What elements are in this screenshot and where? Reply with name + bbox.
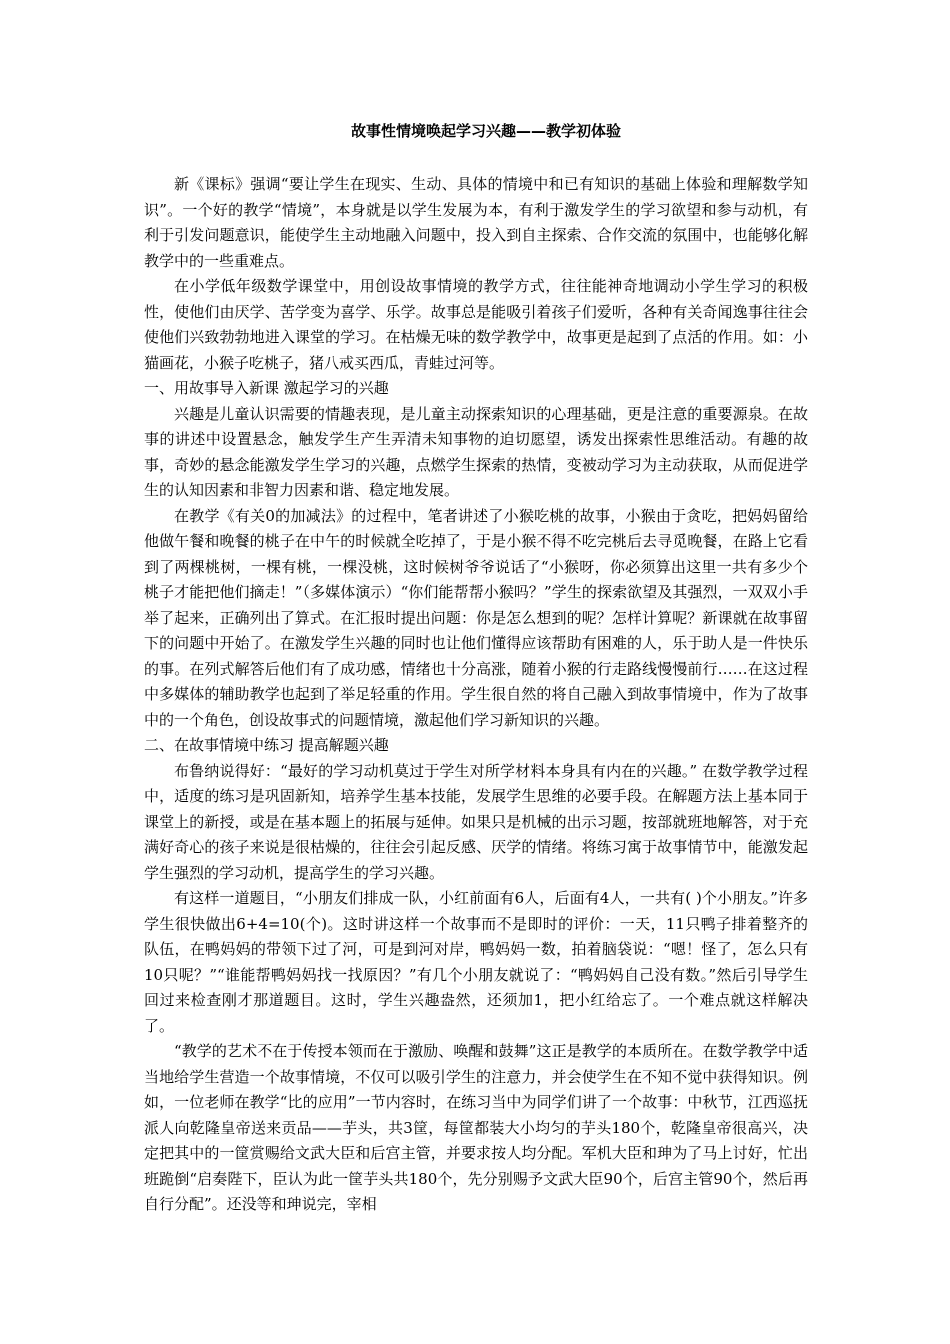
section-heading-1: 一、用故事导入新课 激起学习的兴趣 — [144, 379, 389, 397]
paragraph-intro: 新《课标》强调“要让学生在现实、生动、具体的情境中和已有知识的基础上体验和理解数学知识”。一个好的教学“情境”，本身就是以学生发展为本，有利于激发学生的学习欲望和参与动机，有利于引发问题意识，能使学生主动地融入问题中，投入到自主探索、合作交流的氛围中，也能够化解教学中的一些重难点。 — [144, 175, 808, 270]
document-title: 故事性情境唤起学习兴趣——教学初体验 — [350, 122, 621, 140]
paragraph-bruner: 布鲁纳说得好：“最好的学习动机莫过于学生对所学材料本身具有内在的兴趣。” 在数学教学过程中，适度的练习是巩固新知，培养学生基本技能，发展学生思维的必要手段。在解题方法上基本同于课堂上的新授，或是在基本题上的拓展与延伸。如果只是机械的出示习题，按部就班地解答，对于充满好奇心的孩子来说是很枯燥的，往往会引起反感、厌学的情绪。将练习寓于故事情节中，能激发起学生强烈的学习动机，提高学生的学习兴趣。 — [144, 761, 808, 882]
paragraph-duck-story: 有这样一道题目，“小朋友们排成一队，小红前面有6人，后面有4人，一共有( )个小朋友。”许多学生很快做出6+4=10(个)。这时讲这样一个故事而不是即时的评价：一天，11只鸭子排着整齐的队伍，在鸭妈妈的带领下过了河，可是到河对岸，鸭妈妈一数，拍着脑袋说：“嗯！怪了，怎么只有10只呢？”“谁能帮鸭妈妈找一找原因？”有几个小朋友就说了：“鸭妈妈自己没有数。”然后引导学生回过来检查刚才那道题目。这时，学生兴趣盎然，还须加1，把小红给忘了。一个难点就这样解决了。 — [144, 889, 808, 1035]
paragraph-interest: 兴趣是儿童认识需要的情趣表现，是儿童主动探索知识的心理基础，更是注意的重要源泉。在故事的讲述中设置悬念，触发学生产生弄清未知事物的迫切愿望，诱发出探索性思维活动。有趣的故事，奇妙的悬念能激发学生学习的兴趣，点燃学生探索的热情，变被动学习为主动获取，从而促进学生的认知因素和非智力因素和谐、稳定地发展。 — [144, 404, 808, 499]
paragraph-story-method: 在小学低年级数学课堂中，用创设故事情境的教学方式，往往能神奇地调动小学生学习的积极性，使他们由厌学、苦学变为喜学、乐学。故事总是能吸引着孩子们爱听，各种有关奇闻逸事往往会使他们兴致勃勃地进入课堂的学习。在枯燥无味的数学教学中，故事更是起到了点活的作用。如：小猫画花，小猴子吃桃子，猪八戒买西瓜，青蛙过河等。 — [144, 277, 808, 372]
paragraph-monkey-story: 在教学《有关0的加减法》的过程中，笔者讲述了小猴吃桃的故事，小猴由于贪吃，把妈妈留给他做午餐和晚餐的桃子在中午的时候就全吃掉了，于是小猴不得不吃完桃后去寻觅晚餐，在路上它看到了两棵桃树，一棵有桃，一棵没桃，这时候树爷爷说话了“小猴呀，你必须算出这里一共有多少个桃子才能把他们摘走！”（多媒体演示）“你们能帮帮小猴吗？”学生的探索欲望及其强烈，一双双小手举了起来，正确列出了算式。在汇报时提出问题：你是怎么想到的呢？怎样计算呢？新课就在故事留下的问题中开始了。在激发学生兴趣的同时也让他们懂得应该帮助有困难的人，乐于助人是一件快乐的事。在列式解答后他们有了成功感，情绪也十分高涨，随着小猴的行走路线慢慢前行……在这过程中多媒体的辅助教学也起到了举足轻重的作用。学生很自然的将自己融入到故事情境中，作为了故事中的一个角色，创设故事式的问题情境，激起他们学习新知识的兴趣。 — [144, 506, 808, 729]
paragraph-taro-story: “教学的艺术不在于传授本领而在于激励、唤醒和鼓舞”这正是教学的本质所在。在数学教学中适当地给学生营造一个故事情境，不仅可以吸引学生的注意力，并会使学生在不知不觉中获得知识。例如，一位老师在教学“比的应用”一节内容时，在练习当中为同学们讲了一个故事：中秋节，江西巡抚派人向乾隆皇帝送来贡品——芋头，共3筐，每筐都装大小均匀的芋头180个，乾隆皇帝很高兴，决定把其中的一筐赏赐给文武大臣和后宫主管，并要求按人均分配。军机大臣和珅为了马上讨好，忙出班跪倒“启奏陛下，臣认为此一筐芋头共180个，先分别赐予文武大臣90个，后宫主管90个，然后再自行分配”。还没等和珅说完，宰相 — [144, 1042, 808, 1213]
section-heading-2: 二、在故事情境中练习 提高解题兴趣 — [144, 736, 389, 754]
document-page — [144, 118, 808, 1218]
